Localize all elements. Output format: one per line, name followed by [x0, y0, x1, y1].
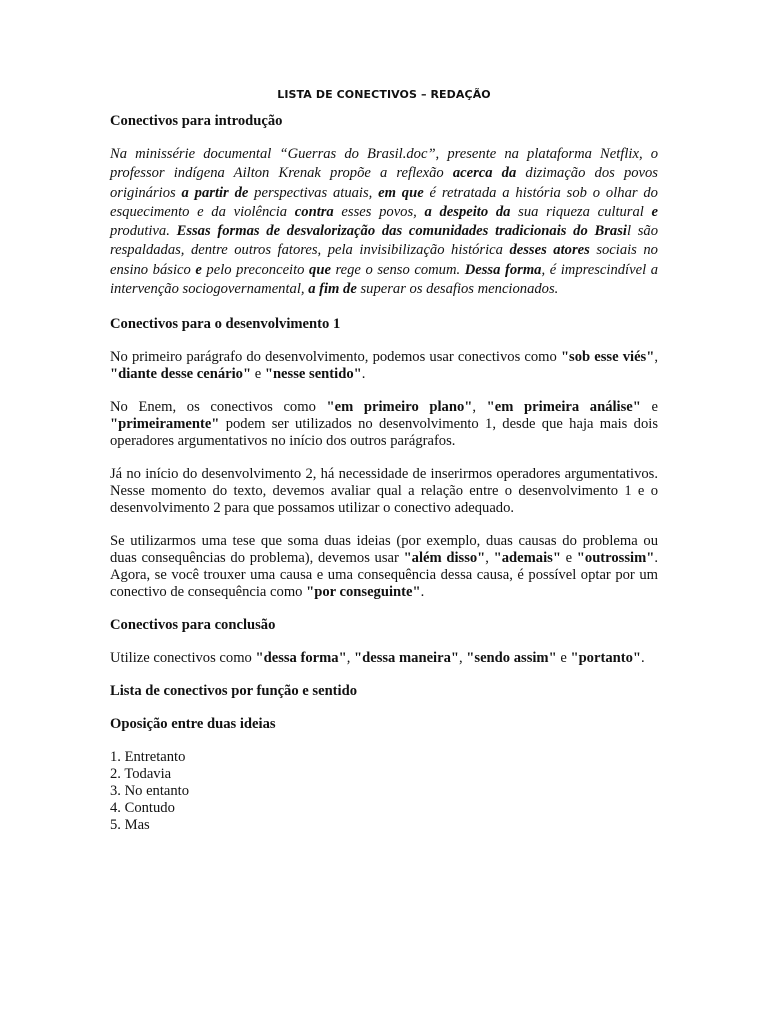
bold-connective: "dessa forma": [255, 650, 347, 667]
list-item: 2. Todavia: [110, 766, 172, 783]
bold-connective: "sob esse viés": [560, 349, 655, 366]
development-paragraph-2: No Enem, os conectivos como "em primeiro plano", "em primeira análise" e "primeiramente" podem ser utilizados no desenvolvimento 1, desde que haja mais dois operadores argumentativos no início dos outros parágrafos.: [110, 399, 658, 450]
bold-connective: a despeito da: [424, 203, 511, 220]
conclusion-heading: Conectivos para conclusão: [110, 617, 276, 634]
development-heading: Conectivos para o desenvolvimento 1: [110, 316, 341, 333]
bold-connective: "outrossim": [576, 550, 655, 567]
list-item: 3. No entanto: [110, 783, 190, 800]
bold-connective: Dessa forma: [464, 261, 542, 278]
conclusion-paragraph: Utilize conectivos como "dessa forma", "dessa maneira", "sendo assim" e "portanto".: [110, 650, 645, 667]
bold-connective: em que: [378, 184, 424, 201]
bold-connective: "em primeira análise": [486, 399, 641, 416]
list-heading: Lista de conectivos por função e sentido: [110, 683, 358, 700]
bold-connective: "portanto": [570, 650, 641, 667]
document-page: [110, 86, 658, 834]
document-title: LISTA DE CONECTIVOS – REDAÇÃO: [277, 88, 491, 101]
development-paragraph-1: No primeiro parágrafo do desenvolvimento, podemos usar conectivos como "sob esse viés", "diante desse cenário" e "nesse sentido".: [110, 349, 658, 383]
bold-connective: "diante desse cenário": [110, 366, 252, 383]
bold-connective: "primeiramente": [110, 416, 220, 433]
bold-connective: a fim de: [308, 281, 357, 298]
bold-connective: e: [195, 261, 202, 278]
bold-connective: "ademais": [493, 550, 561, 567]
list-item: 5. Mas: [110, 817, 150, 834]
opposition-list: [110, 749, 658, 834]
bold-connective: "nesse sentido": [264, 366, 362, 383]
list-item: 1. Entretanto: [110, 749, 186, 766]
bold-connective: Essas formas de desvalorização das comunidades tradicionais do Brasi: [176, 223, 627, 240]
list-item: 4. Contudo: [110, 800, 175, 817]
bold-connective: acerca da: [452, 165, 517, 182]
bold-connective: desses atores: [509, 242, 590, 259]
opposition-heading: Oposição entre duas ideias: [110, 716, 276, 733]
bold-connective: a partir de: [181, 184, 249, 201]
bold-connective: "dessa maneira": [354, 650, 459, 667]
bold-connective: "por conseguinte": [306, 584, 421, 601]
development-paragraph-3: Já no início do desenvolvimento 2, há necessidade de inserirmos operadores argumentativos. Nesse momento do texto, devemos avaliar qual a relação entre o desenvolvimento 1 e o desenvolvimento 2 para que possamos utilizar o conectivo adequado.: [110, 466, 658, 517]
bold-connective: que: [309, 261, 331, 278]
bold-connective: "além disso": [403, 550, 486, 567]
intro-heading: Conectivos para introdução: [110, 113, 283, 129]
bold-connective: "sendo assim": [466, 650, 557, 667]
bold-connective: "em primeiro plano": [326, 399, 473, 416]
intro-paragraph: Na minissérie documental “Guerras do Brasil.doc”, presente na plataforma Netflix, o professor indígena Ailton Krenak propõe a reflexão acerca da dizimação dos povos originários a partir de perspectivas atuais, em que é retratada a história sob o olhar do esquecimento e da violência contra esses povos, a despeito da sua riqueza cultural e produtiva. Essas formas de desvalorização das comunidades tradicionais do Brasil são respaldadas, dentre outros fatores, pela invisibilização histórica desses atores sociais no ensino básico e pelo preconceito que rege o senso comum. Dessa forma, é imprescindível a intervenção sociogovernamental, a fim de superar os desafios mencionados.: [110, 146, 659, 298]
bold-connective: e: [651, 203, 659, 220]
bold-connective: contra: [294, 203, 334, 220]
development-paragraph-4: Se utilizarmos uma tese que soma duas ideias (por exemplo, duas causas do problema ou duas consequências do problema), devemos usar "além disso", "ademais" e "outrossim". Agora, se você trouxer uma causa e uma consequência dessa causa, é possível optar por um conectivo de consequência como "por conseguinte".: [110, 533, 659, 601]
